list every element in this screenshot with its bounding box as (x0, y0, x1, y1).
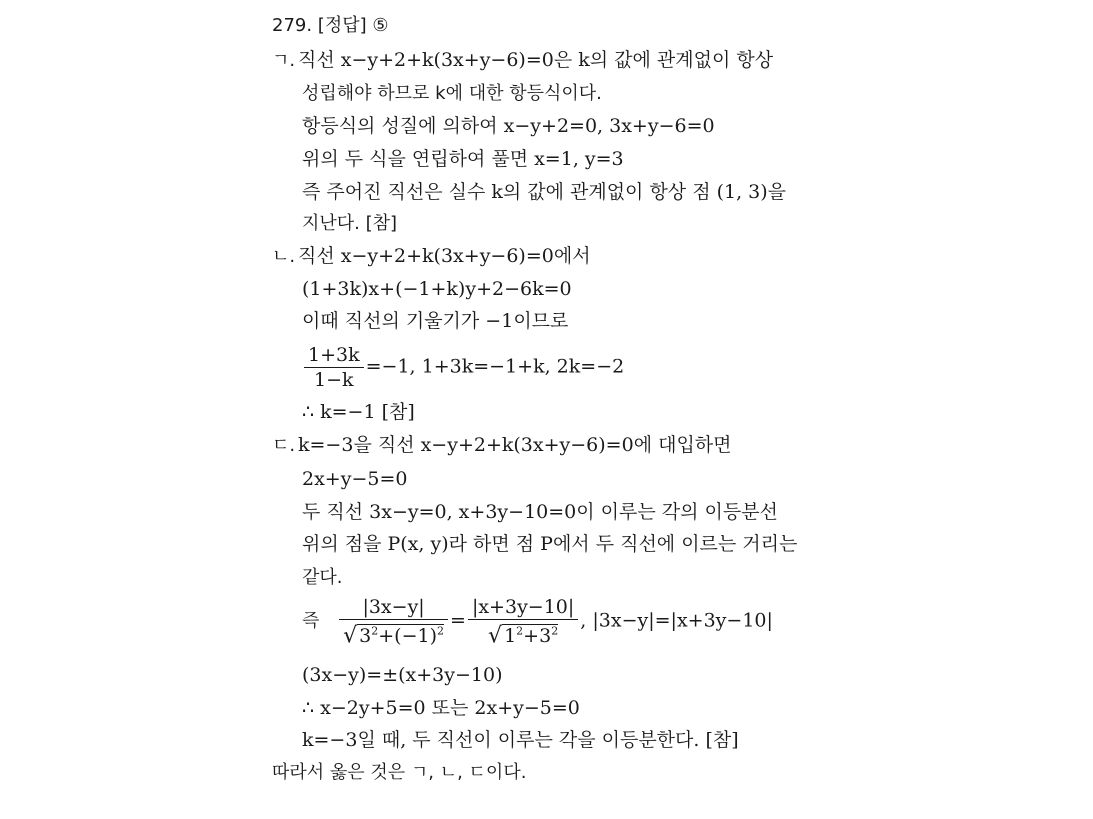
item-b-line-2: (1+3k)x+(−1+k)y+2−6k=0 (302, 278, 572, 300)
radicand-term: +3 (523, 625, 552, 648)
item-c-distance-equation (302, 595, 773, 648)
item-c-line-8: ∴ x−2y+5=0 또는 2x+y−5=0 (302, 697, 580, 719)
item-c-line-3: 두 직선 3x−y=0, x+3y−10=0이 이루는 각의 이등분선 (302, 501, 778, 523)
item-a-line-1 (272, 48, 773, 73)
item-a-line-3: 항등식의 성질에 의하여 x−y+2=0, 3x+y−6=0 (302, 115, 715, 137)
item-c-line-5: 같다. (302, 567, 343, 588)
conclusion: 따라서 옳은 것은 ㄱ, ㄴ, ㄷ이다. (272, 762, 527, 783)
radicand-term: +(−1) (378, 625, 438, 648)
item-c-fraction-1-denominator (339, 620, 448, 648)
item-a-text-1: 직선 x−y+2+k(3x+y−6)=0은 k의 값에 관계없이 항상 (298, 49, 774, 71)
item-a-line-2: 성립해야 하므로 k에 대한 항등식이다. (302, 83, 602, 104)
equals-sign: = (450, 609, 466, 632)
item-b-fraction-denominator: 1−k (314, 369, 354, 391)
exponent: 2 (516, 625, 524, 638)
item-c-equation-suffix: , |3x−y|=|x+3y−10| (580, 609, 773, 632)
item-a-marker: ㄱ. (272, 50, 296, 71)
item-c-text-1: k=−3을 직선 x−y+2+k(3x+y−6)=0에 대입하면 (298, 434, 732, 456)
item-c-fraction-2-numerator: |x+3y−10| (468, 595, 578, 620)
radicand-term: 3 (359, 625, 372, 648)
item-b-line-1 (272, 244, 591, 269)
item-a-line-5: 즉 주어진 직선은 실수 k의 값에 관계없이 항상 점 (1, 3)을 (302, 181, 787, 203)
item-c-line-9: k=−3일 때, 두 직선이 이루는 각을 이등분한다. [참] (302, 729, 739, 751)
item-c-line-1 (272, 433, 732, 458)
item-b-line-3: 이때 직선의 기울기가 −1이므로 (302, 310, 569, 332)
item-c-line-4: 위의 점을 P(x, y)라 하면 점 P에서 두 직선에 이르는 거리는 (302, 533, 798, 555)
item-c-fraction-2-radicand (502, 624, 558, 647)
item-b-line-5: ∴ k=−1 [참] (302, 401, 415, 423)
exponent: 2 (551, 625, 559, 638)
item-c-fraction-1-radicand (357, 624, 444, 647)
item-b-marker: ㄴ. (272, 246, 296, 267)
sqrt-icon: √ (488, 623, 503, 649)
item-b-fraction-rest: =−1, 1+3k=−1+k, 2k=−2 (365, 355, 625, 378)
sqrt-icon: √ (343, 623, 358, 649)
item-c-fraction-1-numerator: |3x−y| (339, 595, 448, 620)
exponent: 2 (371, 625, 379, 638)
item-c-line-7: (3x−y)=±(x+3y−10) (302, 664, 503, 686)
item-c-prefix: 즉 (302, 610, 320, 632)
item-c-fraction-2-denominator (468, 620, 578, 648)
item-c-fraction-2 (468, 595, 578, 648)
item-c-line-2: 2x+y−5=0 (302, 468, 408, 490)
item-a-line-6: 지난다. [참] (302, 213, 398, 234)
item-c-fraction-1 (339, 595, 448, 648)
item-b-fraction-numerator: 1+3k (304, 343, 364, 368)
item-a-line-4: 위의 두 식을 연립하여 풀면 x=1, y=3 (302, 148, 624, 170)
item-b-fraction-line (302, 343, 624, 392)
item-b-fraction (304, 343, 364, 392)
answer-header: 279. [정답] ⑤ (272, 15, 389, 36)
exponent: 2 (437, 625, 445, 638)
radicand-term: 1 (504, 625, 517, 648)
item-c-marker: ㄷ. (272, 435, 296, 456)
item-b-text-1: 직선 x−y+2+k(3x+y−6)=0에서 (298, 245, 591, 267)
